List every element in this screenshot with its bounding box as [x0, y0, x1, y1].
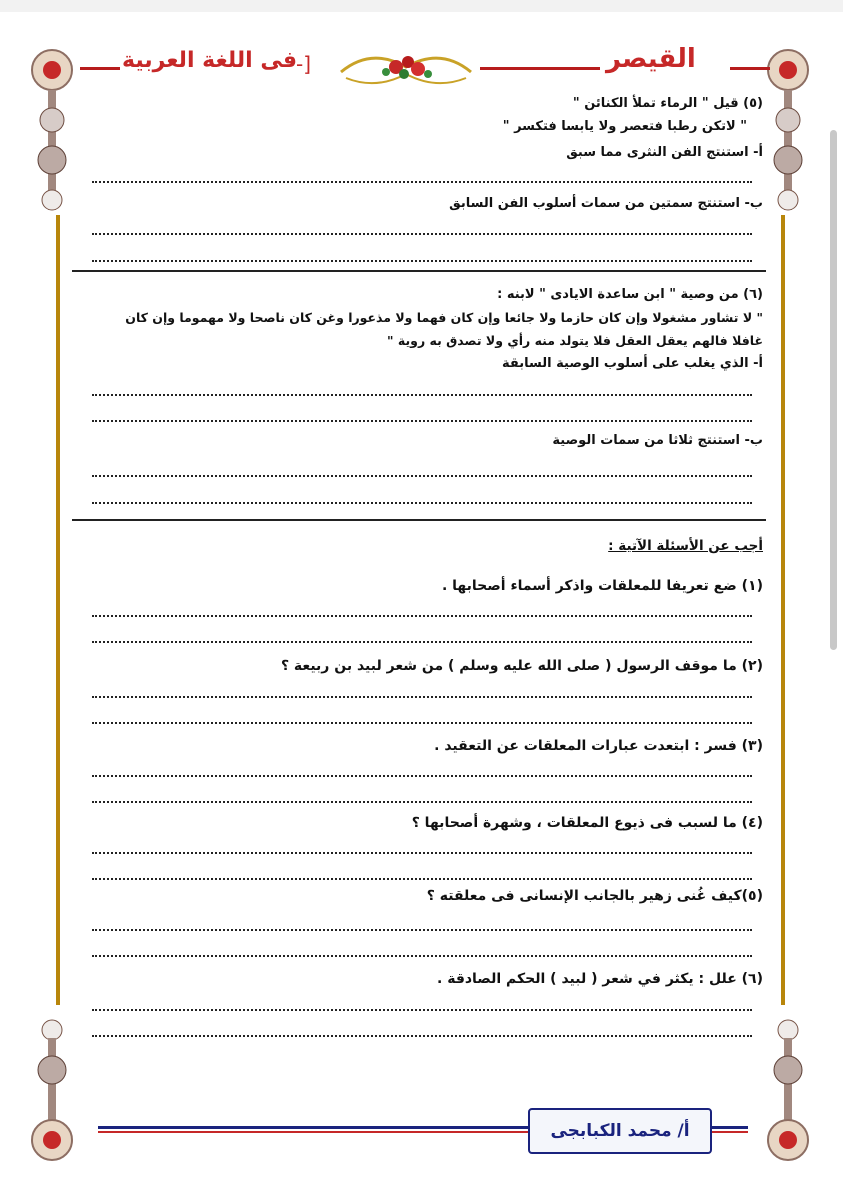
question-3: (٣) فسر : ابتعدت عبارات المعلقات عن التعقيد . [434, 738, 763, 754]
footer-rule [98, 1131, 528, 1133]
floral-ornament-icon [336, 42, 476, 92]
answer-line[interactable] [92, 1035, 752, 1037]
question-5: (٥)كيف غُنى زهير بالجانب الإنسانى فى معلقته ؟ [426, 888, 763, 904]
answer-line[interactable] [92, 394, 752, 396]
page-header [80, 40, 770, 96]
section-divider [72, 519, 766, 521]
ornament-bottom-right-icon [748, 1010, 818, 1170]
section-divider [72, 270, 766, 272]
answer-line[interactable] [92, 955, 752, 957]
answer-line[interactable] [92, 1009, 752, 1011]
q6-title: (٦) من وصية " ابن ساعدة الايادى " لابنه : [497, 287, 763, 302]
answer-line[interactable] [92, 181, 752, 183]
subject-title: فى اللغة العربية [122, 48, 298, 73]
header-rule [480, 67, 600, 70]
footer-rule [708, 1126, 748, 1129]
answer-heading: أجب عن الأسئلة الآتية : [608, 538, 763, 554]
q5-title: (٥) قيل " الرماء تملأ الكنائن " [572, 96, 763, 111]
q5-quote: " لاتكن رطبا فتعصر ولا يابسا فتكسر " [502, 119, 747, 134]
q6-part-a: أ- الذي يغلب على أسلوب الوصية السابقة [502, 356, 763, 371]
frame-line-left [56, 215, 60, 1005]
brand-title: القيصر [606, 44, 696, 74]
answer-line[interactable] [92, 801, 752, 803]
header-rule [80, 67, 120, 70]
answer-line[interactable] [92, 852, 752, 854]
answer-line[interactable] [92, 502, 752, 504]
author-badge: أ/ محمد الكبابجى [528, 1108, 712, 1154]
scrollbar[interactable] [830, 130, 837, 650]
answer-line[interactable] [92, 615, 752, 617]
q6-part-b: ب- استنتج ثلاثا من سمات الوصية [552, 433, 763, 448]
answer-line[interactable] [92, 475, 752, 477]
answer-line[interactable] [92, 878, 752, 880]
question-6: (٦) علل : يكثر في شعر ( لبيد ) الحكم الصادقة . [437, 971, 763, 987]
answer-line[interactable] [92, 696, 752, 698]
q5-part-a: أ- استنتج الفن النثرى مما سبق [566, 145, 763, 160]
answer-line[interactable] [92, 722, 752, 724]
top-bar [0, 0, 843, 12]
q6-quote-line2: غافلا فالهم يعقل العقل فلا يتولد منه رأي ولا تصدق به روية " [387, 333, 763, 348]
q5-part-b: ب- استنتج سمتين من سمات أسلوب الفن السابق [449, 196, 763, 211]
answer-line[interactable] [92, 233, 752, 235]
footer-rule [708, 1131, 748, 1133]
answer-line[interactable] [92, 420, 752, 422]
question-4: (٤) ما لسبب فى ذيوع المعلقات ، وشهرة أصحابها ؟ [411, 815, 763, 831]
answer-line[interactable] [92, 641, 752, 643]
question-1: (١) ضع تعريفا للمعلقات واذكر أسماء أصحابها . [441, 578, 763, 594]
question-2: (٢) ما موقف الرسول ( صلى الله عليه وسلم ) من شعر لبيد بن ربيعة ؟ [280, 658, 763, 674]
answer-line[interactable] [92, 929, 752, 931]
ornament-bottom-left-icon [22, 1010, 92, 1170]
answer-line[interactable] [92, 260, 752, 262]
header-rule [730, 67, 770, 70]
frame-line-right [781, 215, 785, 1005]
answer-line[interactable] [92, 775, 752, 777]
header-bracket: -] [296, 52, 312, 76]
footer-rule [98, 1126, 528, 1129]
q6-quote-line1: " لا تشاور مشغولا وإن كان حازما ولا جائعا وإن كان فهما ولا مذعورا وغن كان ناصحا ولا مهموما وإن كان [125, 310, 763, 325]
